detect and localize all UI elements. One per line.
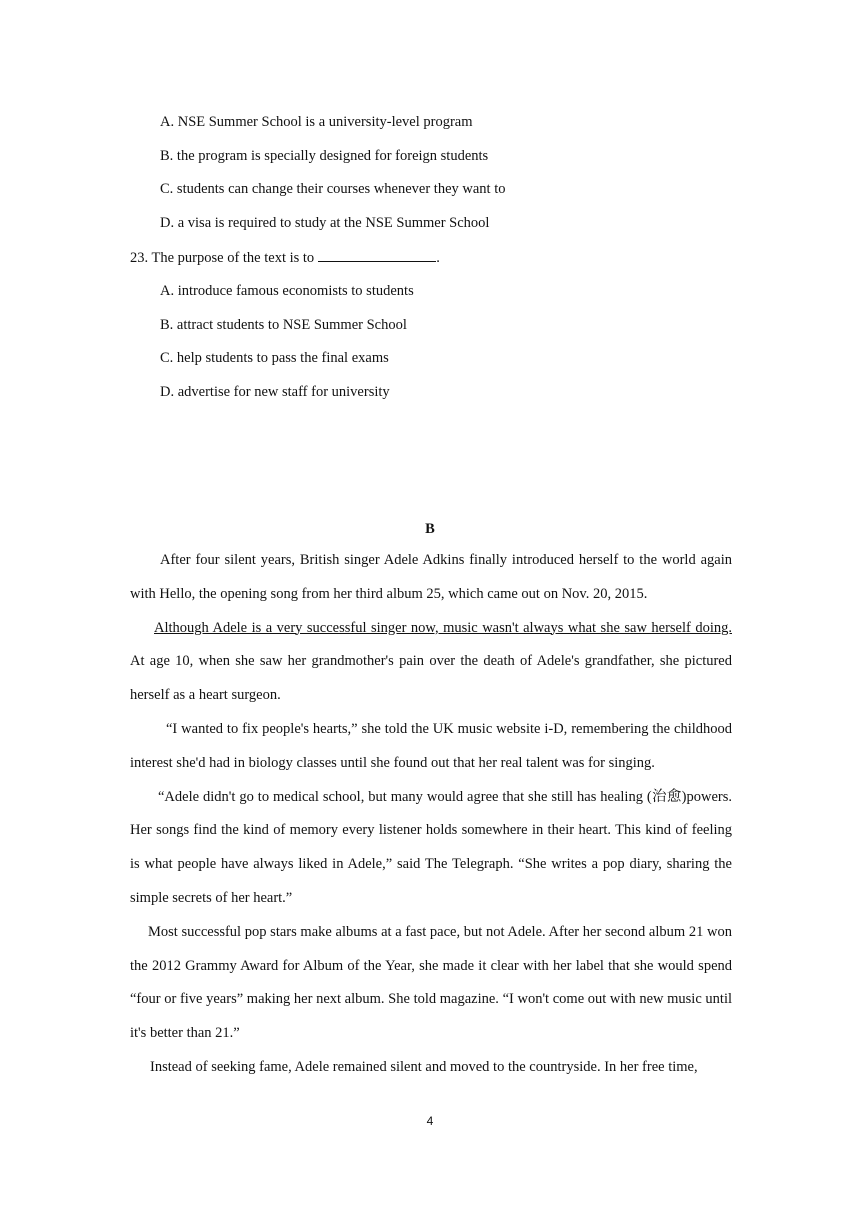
option-22b: B. the program is specially designed for foreign students [160, 148, 489, 164]
option-23a: A. introduce famous economists to students [160, 283, 414, 299]
paragraph-1: After four silent years, British singer Adele Adkins finally introduced herself to the world again with Hello, the opening song from her third album 25, which came out on Nov. 20, 2015. [130, 552, 732, 602]
underlined-sentence: Although Adele is a very successful singer now, music wasn't always what she saw herself doing. [154, 619, 732, 636]
page-number: 4 [426, 1114, 434, 1128]
answer-blank [318, 247, 436, 262]
question-23-tail: . [436, 250, 440, 266]
question-23-stem: 23. The purpose of the text is to [130, 250, 315, 266]
paragraph-4: “Adele didn't go to medical school, but many would agree that she still has healing (治愈)powers. Her songs find the kind of memory every listener holds somewhere in their heart. This kind of feeling is what people have always liked in Adele,” said The Telegraph. “She writes a pop diary, sharing the simple secrets of her heart.” [130, 788, 732, 906]
option-23c: C. help students to pass the final exams [160, 350, 389, 366]
option-22a: A. NSE Summer School is a university-level program [160, 114, 473, 130]
section-heading: B [425, 521, 435, 537]
paragraph-2 [130, 612, 732, 713]
option-23b: B. attract students to NSE Summer School [160, 317, 407, 333]
paragraph-2-rest: At age 10, when she saw her grandmother's pain over the death of Adele's grandfather, she pictured herself as a heart surgeon. [130, 653, 732, 704]
paragraph-5: Most successful pop stars make albums at a fast pace, but not Adele. After her second album 21 won the 2012 Grammy Award for Album of the Year, she made it clear with her label that she would spend “four or five years” making her next album. She told magazine. “I won't come out with new music until it's better than 21.” [130, 923, 732, 1042]
option-23d: D. advertise for new staff for university [160, 384, 390, 400]
option-22c: C. students can change their courses whenever they want to [160, 181, 506, 197]
option-22d: D. a visa is required to study at the NSE Summer School [160, 215, 490, 231]
paragraph-3: “I wanted to fix people's hearts,” she told the UK music website i-D, remembering the childhood interest she'd had in biology classes until she found out that her real talent was for singing. [130, 720, 732, 771]
reading-passage [130, 544, 732, 1085]
paragraph-6: Instead of seeking fame, Adele remained silent and moved to the countryside. In her free time, [150, 1058, 698, 1075]
question-23 [130, 247, 440, 268]
